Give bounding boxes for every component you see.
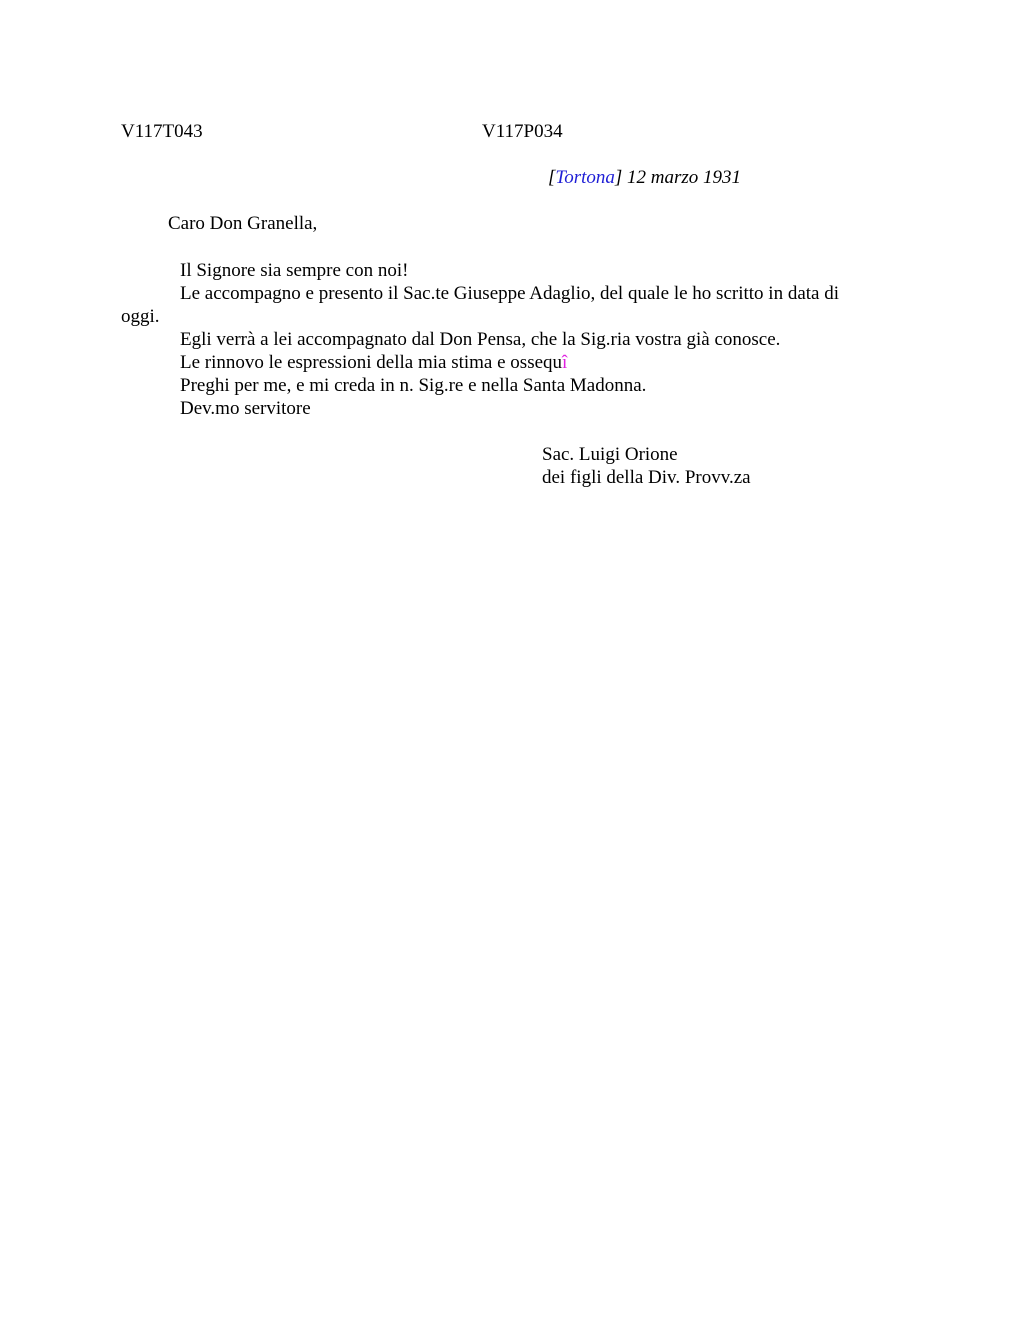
document-code-right: V117P034 bbox=[482, 121, 563, 142]
signature-block bbox=[542, 443, 751, 489]
document-code-left: V117T043 bbox=[121, 121, 203, 142]
body-paragraph-3: Egli verrà a lei accompagnato dal Don Pensa, che la Sig.ria vostra già conosce. bbox=[180, 329, 781, 350]
body-paragraph-1: Il Signore sia sempre con noi! bbox=[180, 260, 409, 281]
dateline bbox=[548, 166, 741, 189]
dateline-place: Tortona bbox=[555, 167, 615, 188]
body-paragraph-4 bbox=[121, 351, 866, 374]
dateline-date: ] 12 marzo 1931 bbox=[614, 167, 742, 188]
closing-line: Dev.mo servitore bbox=[180, 398, 311, 419]
body-paragraph-5: Preghi per me, e mi creda in n. Sig.re e nella Santa Madonna. bbox=[180, 375, 647, 396]
body-paragraph-4-accent: î bbox=[562, 352, 568, 373]
body-paragraph-2: Le accompagno e presento il Sac.te Giuseppe Adaglio, del quale le ho scritto in data di oggi. bbox=[121, 283, 839, 327]
body-paragraph-4-text: Le rinnovo le espressioni della mia stima e ossequ bbox=[180, 352, 563, 373]
letter-body bbox=[121, 259, 866, 420]
signature-name: Sac. Luigi Orione bbox=[542, 444, 678, 465]
dateline-open-bracket: [ bbox=[548, 167, 556, 188]
signature-title: dei figli della Div. Provv.za bbox=[542, 467, 751, 488]
salutation: Caro Don Granella, bbox=[168, 213, 318, 234]
